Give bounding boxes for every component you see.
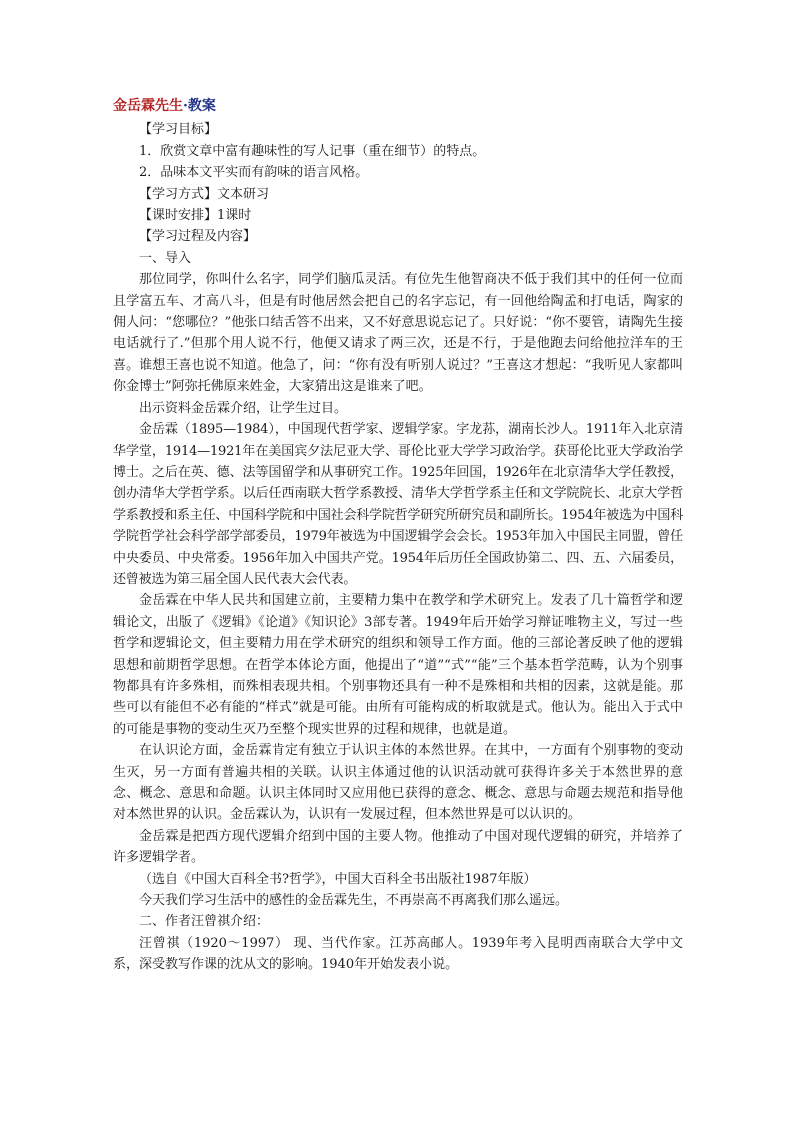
class-hours: 【课时安排】1课时 — [139, 208, 252, 224]
paragraph: 金岳霖在中华人民共和国建立前，主要精力集中在教学和学术研究上。发表了几十篇哲学和逻辑论文，出版了《逻辑》《论道》《知识论》3部专著。1949年后开始学习辩证唯物主义，写过一些哲学和逻辑论文，但主要精力用在学术研究的组织和领导工作方面。他的三部论著反映了他的逻辑思想和前期哲学思想。在哲学本体论方面，他提出了“道”“式”“能”三个基本哲学范畴，认为个别事物都具有许多殊相，而殊相表现共相。个别事物还具有一种不是殊相和共相的因素，这就是能。那些可以有能但不必有能的“样式”就是可能。由所有可能构成的析取就是式。他认为。能出入于式中的可能是事物的变动生灭乃至整个现实世界的过程和规律，也就是道。 — [113, 593, 683, 737]
paragraph: 金岳霖（1895—1984），中国现代哲学家、逻辑学家。字龙荪，湖南长沙人。1911年入北京清华学堂，1914—1921年在美国宾夕法尼亚大学、哥伦比亚大学学习政治学。获哥伦比亚大学政治学博士。之后在英、德、法等国留学和从事研究工作。1925年回国，1926年在北京清华大学任教授，创办清华大学哲学系。以后任西南联大哲学系教授、清华大学哲学系主任和文学院院长、北京大学哲学系教授和系主任、中国科学院和中国社会科学院哲学研究所研究员和副所长。1954年被选为中国科学院哲学社会科学部学部委员，1979年被选为中国逻辑学会会长。1953年加入中国民主同盟，曾任中央委员、中央常委。1956年加入中国共产党。1954年后历任全国政协第二、四、五、六届委员，还曾被选为第三届全国人民代表大会代表。 — [113, 422, 683, 587]
goal-item: 1．欣赏文章中富有趣味性的写人记事（重在细节）的特点。 — [139, 143, 486, 159]
section-heading-goals: 【学习目标】 — [139, 122, 218, 138]
goal-item: 2．品味本文平实而有韵味的语言风格。 — [139, 165, 369, 181]
paragraph: 出示资料金岳霖介绍，让学生过目。 — [139, 400, 348, 416]
section-heading-process: 【学习过程及内容】 — [139, 229, 257, 245]
paragraph: 汪曾祺（1920～1997） 现、当代作家。江苏高邮人。1939年考入昆明西南联合大学中文系，深受教写作课的沈从文的影响。1940年开始发表小说。 — [113, 935, 683, 973]
title-main: 金岳霖先生 — [113, 98, 183, 114]
paragraph: 在认识论方面，金岳霖肯定有独立于认识主体的本然世界。在其中，一方面有个别事物的变动生灭，另一方面有普遍共相的关联。认识主体通过他的认识活动就可获得许多关于本然世界的意念、概念、意思和命题。认识主体同时又应用他已获得的意念、概念、意思与命题去规范和指导他对本然世界的认识。金岳霖认为，认识有一发展过程，但本然世界是可以认识的。 — [113, 743, 683, 823]
citation: （选自《中国大百科全书?哲学》，中国大百科全书出版社1987年版） — [139, 871, 537, 887]
title-sub: ·教案 — [183, 98, 216, 114]
subheading-author: 二、作者汪曾祺介绍： — [139, 914, 270, 930]
document-title — [113, 96, 683, 117]
paragraph: 今天我们学习生活中的感性的金岳霖先生，不再崇高不再离我们那么遥远。 — [139, 893, 569, 909]
document-page — [113, 96, 683, 976]
study-method: 【学习方式】文本研习 — [139, 186, 270, 202]
paragraph: 那位同学，你叫什么名字，同学们脑瓜灵活。有位先生他智商决不低于我们其中的任何一位而且学富五车、才高八斗，但是有时他居然会把自己的名字忘记，有一回他给陶孟和打电话，陶家的佣人问：“您哪位？”他张口结舌答不出来，又不好意思说忘记了。只好说：“你不要管，请陶先生接电话就行了.”但那个用人说不行，他便又请求了两三次，还是不行，于是他跑去问给他拉洋车的王喜。谁想王喜也说不知道。他急了，问：“你有没有听别人说过？”王喜这才想起：“我听见人家都叫你金博士”阿弥托佛原来姓金，大家猜出这是谁来了吧。 — [113, 272, 683, 395]
paragraph: 金岳霖是把西方现代逻辑介绍到中国的主要人物。他推动了中国对现代逻辑的研究，并培养了许多逻辑学者。 — [113, 828, 683, 866]
subheading-intro: 一、导入 — [139, 250, 192, 266]
